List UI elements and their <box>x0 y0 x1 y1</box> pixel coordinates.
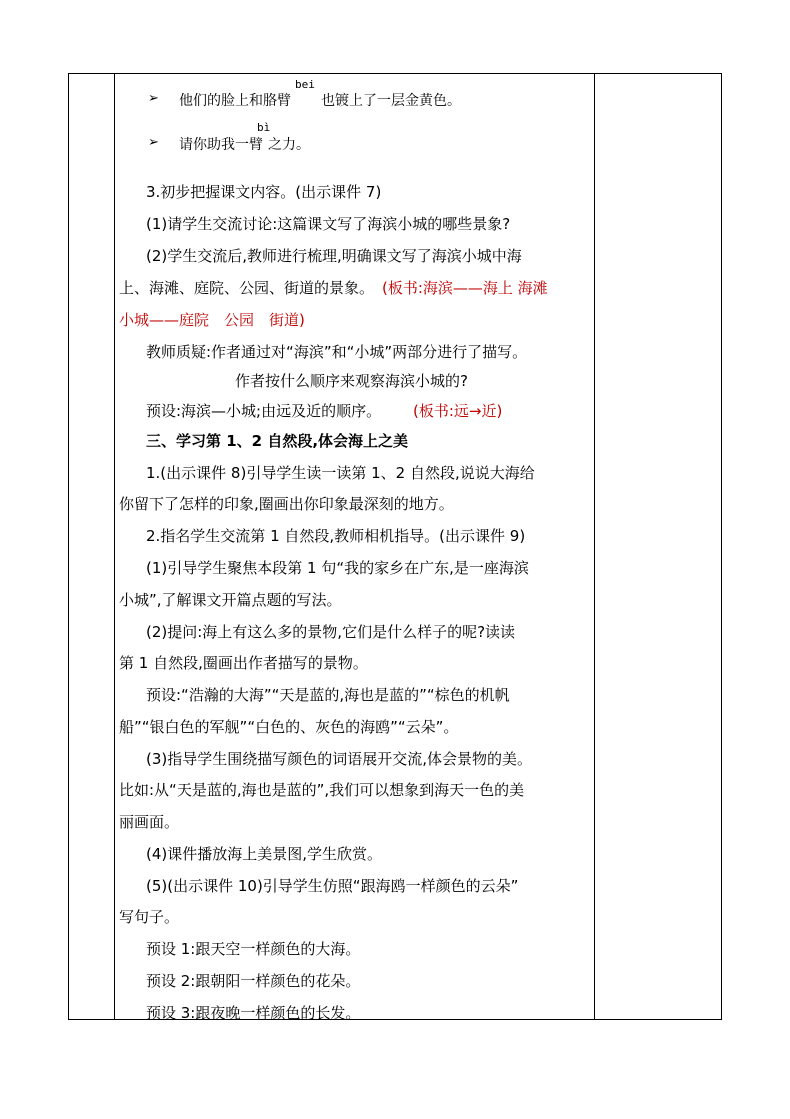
text-line: (2)提问:海上有这么多的景物,它们是什么样子的呢?读读 <box>146 623 516 641</box>
text-line: (3)指导学生围绕描写颜色的词语展开交流,体会景物的美。 <box>146 750 533 768</box>
bullet-text-tail: 之力。 <box>268 137 310 153</box>
text-line: 小城”,了解课文开篇点题的写法。 <box>119 591 342 609</box>
board-note: (板书:海滨——海上 海滩 <box>382 279 548 297</box>
text-line: 预设 3:跟夜晚一样颜色的长发。 <box>146 1004 361 1022</box>
text-line: 2.指名学生交流第 1 自然段,教师相机指导。(出示课件 9) <box>146 527 526 545</box>
text-line: 你留下了怎样的印象,圈画出你印象最深刻的地方。 <box>119 495 454 513</box>
text-line: (2)学生交流后,教师进行梳理,明确课文写了海滨小城中海 <box>146 247 522 265</box>
arrow-bullet-icon: ➢ <box>148 91 159 106</box>
text-line: 预设 2:跟朝阳一样颜色的花朵。 <box>146 972 361 990</box>
text-line: 第 1 自然段,圈画出作者描写的景物。 <box>119 654 368 672</box>
text-line: 教师质疑:作者通过对“海滨”和“小城”两部分进行了描写。 <box>146 343 528 361</box>
bullet-text-tail: 也镀上了一层金黄色。 <box>321 93 461 109</box>
board-note: 小城——庭院 公园 街道) <box>119 311 305 329</box>
text-line: 1.(出示课件 8)引导学生读一读第 1、2 自然段,说说大海给 <box>146 464 535 482</box>
text-line: 预设 1:跟天空一样颜色的大海。 <box>146 940 361 958</box>
text-line: 上、海滩、庭院、公园、街道的景象。 <box>119 279 375 297</box>
arrow-bullet-icon: ➢ <box>148 135 159 150</box>
table-divider-left <box>114 74 115 1019</box>
pinyin-annotation: bei <box>295 78 315 91</box>
board-note: (板书:远→近) <box>413 402 503 420</box>
lesson-table <box>68 73 722 1020</box>
text-line: 船”“银白色的军舰”“白色的、灰色的海鸥”“云朵”。 <box>119 718 459 736</box>
bullet-text: 他们的脸上和胳臂 <box>179 93 291 109</box>
text-line: (1)引导学生聚焦本段第 1 句“我的家乡在广东,是一座海滨 <box>146 559 529 577</box>
table-divider-right <box>594 74 595 1019</box>
text-line: 写句子。 <box>119 908 180 926</box>
pinyin-annotation: bì <box>257 121 271 134</box>
text-line: 作者按什么顺序来观察海滨小城的? <box>235 372 468 390</box>
text-line: 丽画面。 <box>119 813 180 831</box>
text-line: 预设:“浩瀚的大海”“天是蓝的,海也是蓝的”“棕色的机帆 <box>146 686 510 704</box>
bullet-text: 请你助我一臂 <box>179 137 263 153</box>
text-line: (4)课件播放海上美景图,学生欣赏。 <box>146 845 383 863</box>
text-line: (1)请学生交流讨论:这篇课文写了海滨小城的哪些景象? <box>146 215 511 233</box>
text-line: 预设:海滨—小城;由远及近的顺序。 <box>146 402 382 420</box>
text-line: 比如:从“天是蓝的,海也是蓝的”,我们可以想象到海天一色的美 <box>119 781 525 799</box>
section-heading: 三、学习第 1、2 自然段,体会海上之美 <box>146 432 409 450</box>
text-line: 3.初步把握课文内容。(出示课件 7) <box>146 183 382 201</box>
text-line: (5)(出示课件 10)引导学生仿照“跟海鸥一样颜色的云朵” <box>146 877 519 895</box>
